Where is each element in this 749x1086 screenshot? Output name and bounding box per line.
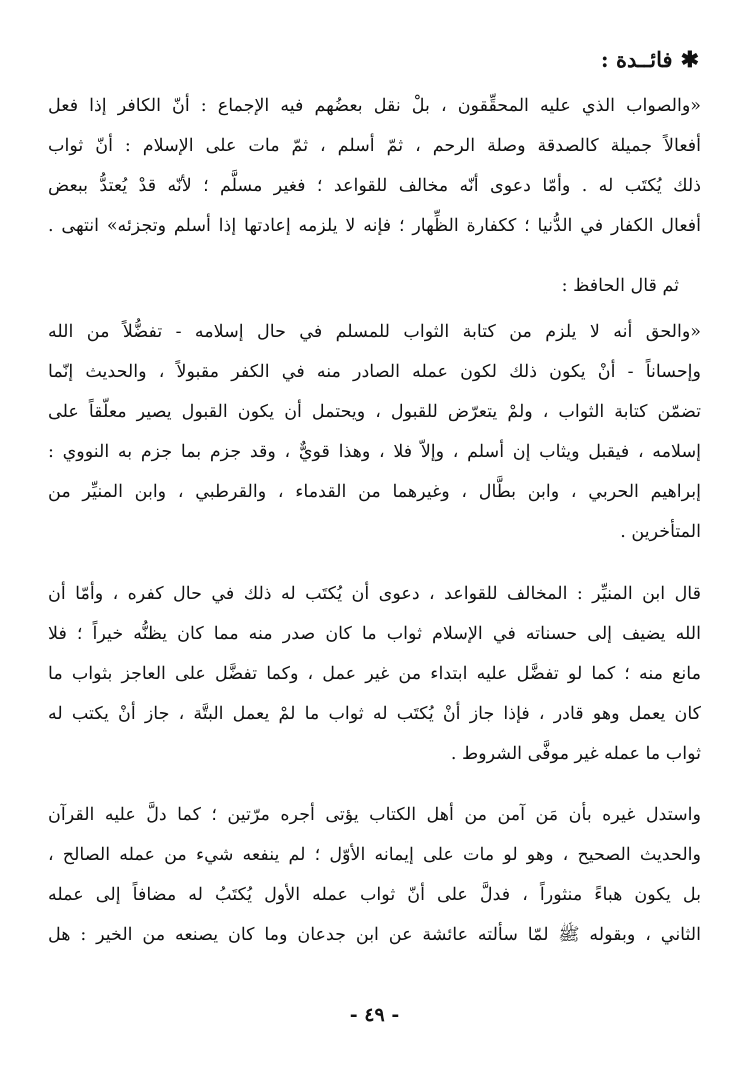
- paragraph-2: [48, 266, 701, 306]
- text-line: الله يضيف إلى حسناته في الإسلام ثواب ما كان صدر منه مما كان يظنُّه خيراً ؛ فلا: [48, 624, 701, 644]
- text-line: الثاني ، وبقوله ﷺ لمّا سألته عائشة عن ابن جدعان وما كان يصنعه من الخير : هل: [48, 925, 701, 945]
- section-heading: [601, 40, 699, 80]
- paragraph-1: [48, 86, 701, 246]
- text-line: إسلامه ، فيقبل ويثاب إن أسلم ، وإلاّ فلا ، وهذا قويٌّ ، وقد جزم بما جزم به النووي :: [48, 442, 701, 462]
- paragraph-5: [48, 795, 701, 955]
- paragraph-4: [48, 574, 701, 774]
- text-line: أفعالاً جميلة كالصدقة وصلة الرحم ، ثمّ أسلم ، ثمّ مات على الإسلام : أنّ ثواب: [48, 136, 701, 156]
- star-icon: ✱: [680, 47, 699, 73]
- text-line: مانع منه ؛ كما لو تفضَّل عليه ابتداء من غير عمل ، وكما تفضَّل على العاجز بثواب ما: [48, 664, 701, 684]
- text-line: واستدل غيره بأن مَن آمن من أهل الكتاب يؤتى أجره مرّتين ؛ كما دلَّ عليه القرآن: [48, 805, 701, 825]
- paragraph-3: [48, 312, 701, 552]
- heading-title: فائــدة :: [600, 47, 673, 72]
- page-number: - ٤٩ -: [349, 1004, 400, 1026]
- text-line: والحديث الصحيح ، وهو لو مات على إيمانه الأوّل ؛ لم ينفعه شيء من عمله الصالح ،: [48, 845, 701, 865]
- text-line: أفعال الكفار في الدُّنيا ؛ ككفارة الظِّهار ؛ فإنه لا يلزمه إعادتها إذا أسلم وتجزئه» انتهى .: [48, 216, 701, 236]
- text-line: كان يعمل وهو قادر ، فإذا جاز أنْ يُكتَب له ثواب ما لمْ يعمل البتَّة ، جاز أنْ يكتب له: [48, 704, 701, 724]
- text-line: «والحق أنه لا يلزم من كتابة الثواب للمسلم في حال إسلامه - تفضُّلاً من الله: [48, 322, 701, 342]
- text-line: قال ابن المنيِّر : المخالف للقواعد ، دعوى أن يُكتَب له ذلك في حال كفره ، وأمّا أن: [48, 584, 701, 604]
- text-line: تضمّن كتابة الثواب ، ولمْ يتعرّض للقبول ، ويحتمل أن يكون القبول يصير معلّقاً على: [48, 402, 701, 422]
- text-line: «والصواب الذي عليه المحقِّقون ، بلْ نقل بعضُهم فيه الإجماع : أنّ الكافر إذا فعل: [48, 96, 701, 116]
- text-line: ذلك يُكتَب له . وأمّا دعوى أنّه مخالف للقواعد ؛ فغير مسلَّم ؛ لأنّه قدْ يُعتدُّ ببعض: [48, 176, 701, 196]
- text-line: بل يكون هباءً منثوراً ، فدلَّ على أنّ ثواب عمله الأول يُكتَبُ له مضافاً إلى عمله: [48, 885, 701, 905]
- text-line: ثم قال الحافظ :: [561, 276, 679, 296]
- text-line: إبراهيم الحربي ، وابن بطَّال ، وغيرهما من القدماء ، والقرطبي ، وابن المنيِّر من: [48, 482, 701, 502]
- text-line: المتأخرين .: [620, 522, 701, 542]
- text-line: ثواب ما عمله غير موفَّى الشروط .: [450, 744, 701, 764]
- text-line: وإحساناً - أنْ يكون ذلك لكون عمله الصادر منه في الكفر مقبولاً ، والحديث إنّما: [48, 362, 701, 382]
